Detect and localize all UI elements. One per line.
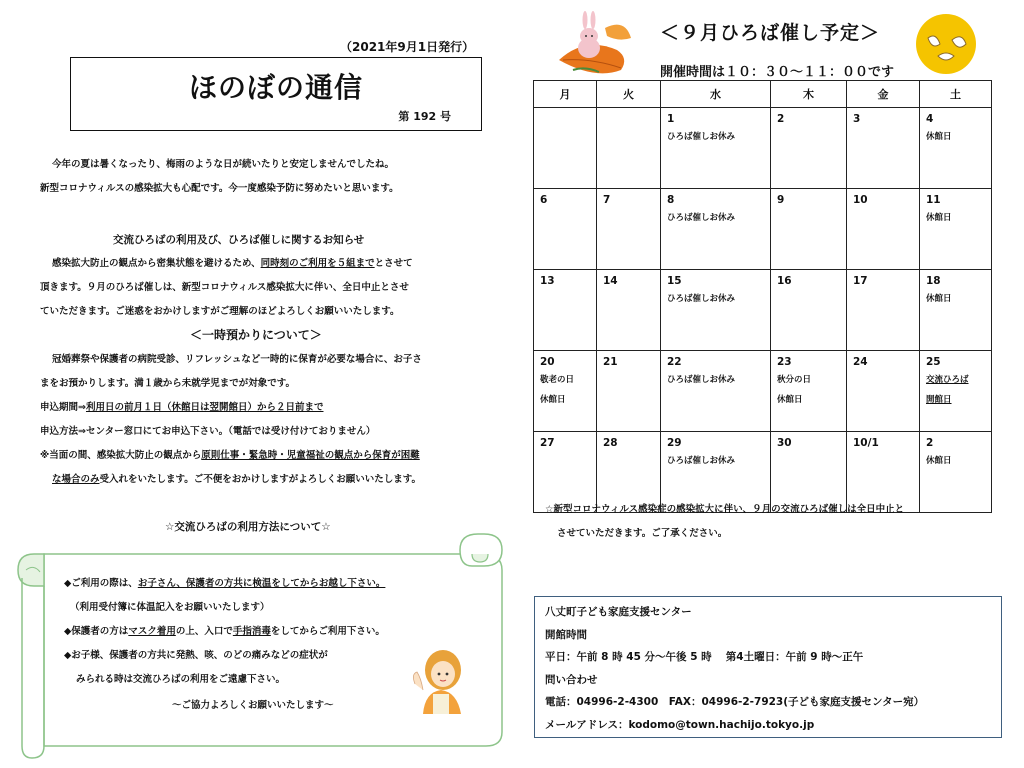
event-calendar (533, 80, 992, 513)
underlined-text: マスク着用 (128, 626, 176, 637)
usage-closing: ～ご協力よろしくお願いいたします～ (172, 700, 334, 711)
notice-line-3: ていただきます。ご迷惑をおかけしますがご理解のほどよろしくお願いいたします。 (40, 306, 400, 317)
calendar-day-cell (534, 351, 597, 432)
calendar-day-cell (597, 351, 661, 432)
sun-icon (912, 10, 980, 78)
day-number: 17 (853, 275, 868, 287)
calendar-day-cell (847, 189, 920, 270)
day-number: 8 (667, 194, 675, 206)
day-note: 交流ひろば (926, 375, 969, 385)
calendar-week-row (534, 189, 992, 270)
calendar-day-cell (534, 270, 597, 351)
org-name: 八丈町子ども家庭支援センター (545, 606, 692, 618)
weekday-header-row (534, 81, 992, 108)
notice-heading: 交流ひろばの利用及び、ひろば催しに関するお知らせ (113, 234, 365, 246)
temp-line-2: まをお預かりします。満１歳から未就学児までが対象です。 (40, 378, 295, 389)
calendar-day-cell (920, 108, 992, 189)
calendar-note-line-1: ☆新型コロナウィルス感染症の感染拡大に伴い、９月の交流ひろば催しは全日中止と (545, 504, 905, 515)
calendar-day-cell (534, 108, 597, 189)
underlined-text: 手指消毒 (232, 626, 271, 637)
day-number: 2 (777, 113, 785, 125)
woman-illustration-icon (405, 644, 477, 718)
day-number: 10 (853, 194, 868, 206)
usage-bullet-1 (64, 574, 385, 594)
usage-heading: ☆交流ひろばの利用方法について☆ (165, 521, 331, 533)
temp-line-4: 申込方法⇒センター窓口にてお申込下さい。（電話では受け付けておりません） (40, 426, 376, 437)
calendar-day-cell (661, 108, 771, 189)
calendar-day-cell (847, 270, 920, 351)
weekday-tue: 火 (597, 81, 661, 108)
underlined-text: お子さん、保護者の方共に検温をしてからお越し下さい。 (137, 578, 386, 589)
day-note: 休館日 (540, 395, 566, 405)
text: 申込期間⇒ (40, 402, 86, 413)
day-number: 30 (777, 437, 792, 449)
calendar-body (534, 108, 992, 513)
calendar-day-cell (920, 270, 992, 351)
day-note: 休館日 (926, 456, 952, 466)
contact-info-box (534, 596, 1002, 738)
text: とさせて (374, 258, 413, 269)
day-number: 9 (777, 194, 785, 206)
day-note: ひろば催しお休み (667, 213, 736, 223)
calendar-day-cell (920, 189, 992, 270)
issue-date: （2021年9月1日発行） (340, 40, 475, 54)
temp-care-heading: ＜一時預かりについて＞ (190, 328, 322, 342)
calendar-day-cell (847, 108, 920, 189)
text: をしてからご利用下さい。 (270, 626, 385, 637)
day-number: 16 (777, 275, 792, 287)
weekday-fri: 金 (847, 81, 920, 108)
title-box (70, 57, 482, 131)
intro-line-1: 今年の夏は暑くなったり、梅雨のような日が続いたりと安定しませんでしたね。 (52, 159, 395, 170)
calendar-day-cell (771, 270, 847, 351)
weekday-sat: 土 (920, 81, 992, 108)
day-note: 休館日 (926, 132, 952, 142)
weekday-thu: 木 (771, 81, 847, 108)
calendar-day-cell (597, 108, 661, 189)
day-number: 28 (603, 437, 618, 449)
temp-line-6 (52, 470, 421, 489)
text: ◆ご利用の際は、 (64, 578, 138, 589)
temp-line-3 (40, 398, 323, 417)
calendar-week-row (534, 108, 992, 189)
weekday-mon: 月 (534, 81, 597, 108)
calendar-day-cell (597, 189, 661, 270)
temp-line-5 (40, 446, 420, 465)
day-number: 18 (926, 275, 941, 287)
calendar-note-line-2: させていただきます。ご了承ください。 (557, 528, 728, 539)
day-note: 秋分の日 (777, 375, 812, 385)
email-address: メールアドレス：kodomo@town.hachijo.tokyo.jp (545, 718, 815, 731)
calendar-day-cell (771, 108, 847, 189)
calendar-day-cell (771, 189, 847, 270)
day-number: 14 (603, 275, 618, 287)
calendar-day-cell (661, 270, 771, 351)
hours-text: 平日：午前 8 時 45 分～午後 5 時 第4土曜日：午前 9 時～正午 (545, 651, 864, 663)
day-number: 24 (853, 356, 868, 368)
intro-line-2: 新型コロナウィルスの感染拡大も心配です。今一度感染予防に努めたいと思います。 (40, 183, 399, 194)
day-number: 21 (603, 356, 618, 368)
hours-label: 開館時間 (545, 628, 587, 641)
day-note: ひろば催しお休み (667, 294, 736, 304)
temp-line-1: 冠婚葬祭や保護者の病院受診、リフレッシュなど一時的に保育が必要な場合に、お子さ (52, 354, 422, 365)
text: 受入れをいたします。ご不便をおかけしますがよろしくお願いいたします。 (99, 474, 421, 485)
calendar-day-cell (920, 351, 992, 432)
calendar-hours: 開催時間は１０：３０～１１：００です (660, 65, 895, 80)
calendar-day-cell (661, 189, 771, 270)
calendar-day-cell (847, 351, 920, 432)
calendar-day-cell (661, 351, 771, 432)
day-number: 2 (926, 437, 934, 449)
day-note: 休館日 (777, 395, 803, 405)
underlined-text: 利用日の前月１日（休館日は翌開館日）から２日前まで (85, 402, 324, 413)
weekday-wed: 水 (661, 81, 771, 108)
day-number: 22 (667, 356, 682, 368)
usage-bullet-3-sub: みられる時は交流ひろばの利用をご遠慮下さい。 (76, 674, 286, 685)
underlined-text: な場合のみ (52, 474, 100, 485)
day-note: ひろば催しお休み (667, 456, 736, 466)
calendar-day-cell (534, 189, 597, 270)
day-number: 7 (603, 194, 611, 206)
underlined-text: 原則仕事・緊急時・児童福祉の観点から保育が困難 (201, 450, 420, 461)
underlined-text: 同時刻のご利用を５組まで (260, 258, 375, 269)
day-note: 休館日 (926, 213, 952, 223)
text: の上、入口で (175, 626, 233, 637)
usage-bullet-1-sub: （利用受付簿に体温記入をお願いいたします） (70, 602, 270, 613)
day-note: 休館日 (926, 294, 952, 304)
day-number: 15 (667, 275, 682, 287)
day-note: ひろば催しお休み (667, 132, 736, 142)
day-number: 20 (540, 356, 555, 368)
day-number: 25 (926, 356, 941, 368)
text: 感染拡大防止の観点から密集状態を避けるため、 (52, 258, 261, 269)
day-number: 29 (667, 437, 682, 449)
notice-line-1 (52, 254, 413, 273)
calendar-day-cell (771, 351, 847, 432)
day-number: 10/1 (853, 437, 879, 449)
calendar-week-row (534, 351, 992, 432)
day-number: 4 (926, 113, 934, 125)
newsletter-title: ほのぼの通信 (188, 71, 363, 104)
inquiry-label: 問い合わせ (545, 673, 598, 686)
usage-bullet-2 (64, 622, 385, 642)
day-number: 1 (667, 113, 675, 125)
day-number: 13 (540, 275, 555, 287)
day-note: ひろば催しお休み (667, 375, 736, 385)
day-note: 開館日 (926, 395, 952, 405)
day-number: 11 (926, 194, 941, 206)
calendar-day-cell (920, 432, 992, 513)
day-number: 23 (777, 356, 792, 368)
text: ◆保護者の方は (64, 626, 129, 637)
calendar-day-cell (597, 270, 661, 351)
text: ※当面の間、感染拡大防止の観点から (40, 450, 202, 461)
issue-number: 第 192 号 (398, 110, 451, 123)
calendar-title: ＜９月ひろば催し予定＞ (660, 22, 881, 44)
usage-bullet-3: ◆お子様、保護者の方共に発熱、咳、のどの痛みなどの症状が (64, 650, 328, 661)
calendar-week-row (534, 270, 992, 351)
day-note: 敬老の日 (540, 375, 575, 385)
notice-line-2: 頂きます。９月のひろば催しは、新型コロナウィルス感染拡大に伴い、全日中止とさせ (40, 282, 409, 293)
day-number: 27 (540, 437, 555, 449)
day-number: 3 (853, 113, 861, 125)
rabbit-on-leaf-icon (555, 8, 635, 82)
phone-fax: 電話：04996-2-4300 FAX：04996-2-7923(子ども家庭支援センター宛） (545, 696, 925, 708)
day-number: 6 (540, 194, 548, 206)
